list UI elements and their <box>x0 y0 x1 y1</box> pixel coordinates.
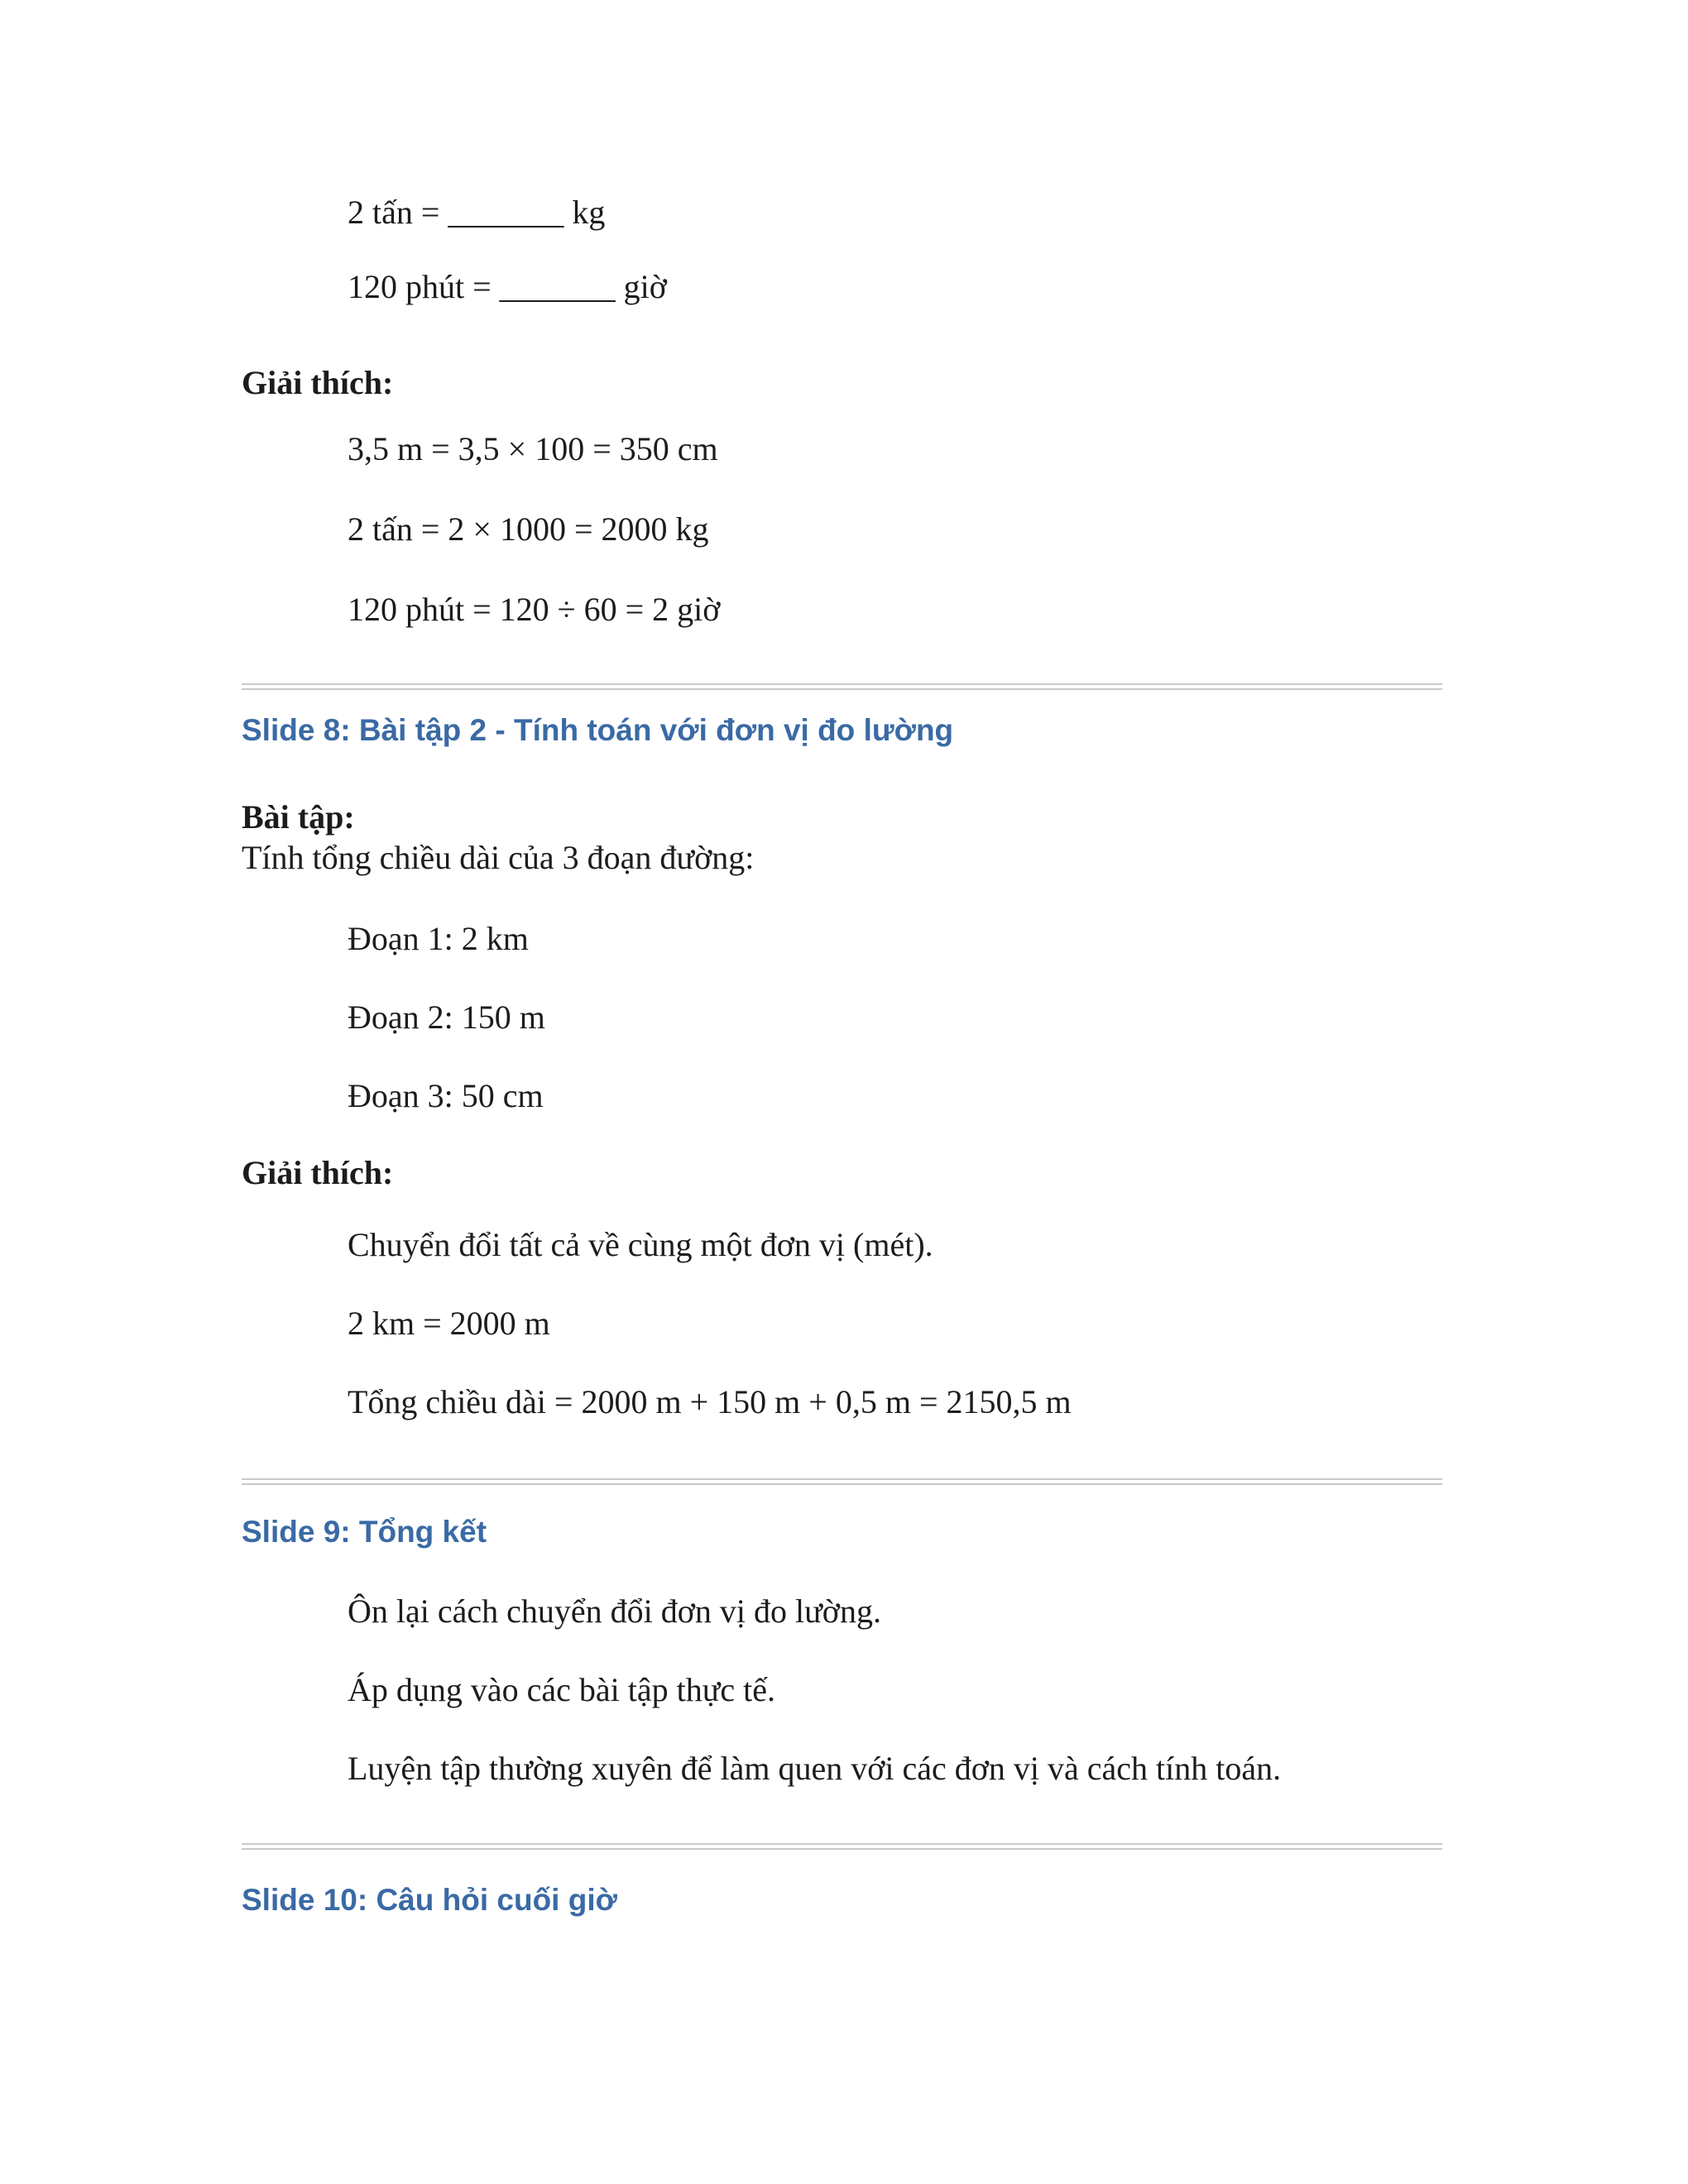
summary-line: Luyện tập thường xuyên để làm quen với các đơn vị và cách tính toán. <box>348 1750 1282 1787</box>
exercise-label: Bài tập: <box>242 798 355 836</box>
explanation-line: 2 km = 2000 m <box>348 1305 550 1342</box>
explanation-line: 3,5 m = 3,5 × 100 = 350 cm <box>348 430 718 467</box>
exercise-intro: Tính tổng chiều dài của 3 đoạn đường: <box>242 839 755 876</box>
slide8-heading: Slide 8: Bài tập 2 - Tính toán với đơn vị đo lường <box>242 713 954 747</box>
section-divider <box>242 1478 1442 1485</box>
slide10-heading: Slide 10: Câu hỏi cuối giờ <box>242 1883 617 1917</box>
summary-line: Ôn lại cách chuyển đổi đơn vị đo lường. <box>348 1592 881 1630</box>
explanation-line: Tổng chiều dài = 2000 m + 150 m + 0,5 m = 2150,5 m <box>348 1383 1072 1420</box>
explanation-line: Chuyển đổi tất cả về cùng một đơn vị (mét). <box>348 1226 933 1263</box>
explanation-label: Giải thích: <box>242 364 394 401</box>
explanation-label: Giải thích: <box>242 1154 394 1191</box>
list-item: Đoạn 1: 2 km <box>348 920 529 957</box>
explanation-line: 2 tấn = 2 × 1000 = 2000 kg <box>348 510 709 548</box>
list-item: Đoạn 2: 150 m <box>348 999 545 1036</box>
summary-line: Áp dụng vào các bài tập thực tế. <box>348 1671 776 1708</box>
fill-blank-line: 120 phút = _______ giờ <box>348 268 667 305</box>
section-divider <box>242 1843 1442 1850</box>
explanation-line: 120 phút = 120 ÷ 60 = 2 giờ <box>348 591 721 628</box>
fill-blank-line: 2 tấn = _______ kg <box>348 194 606 231</box>
section-divider <box>242 683 1442 690</box>
list-item: Đoạn 3: 50 cm <box>348 1077 544 1114</box>
slide9-heading: Slide 9: Tổng kết <box>242 1515 487 1549</box>
